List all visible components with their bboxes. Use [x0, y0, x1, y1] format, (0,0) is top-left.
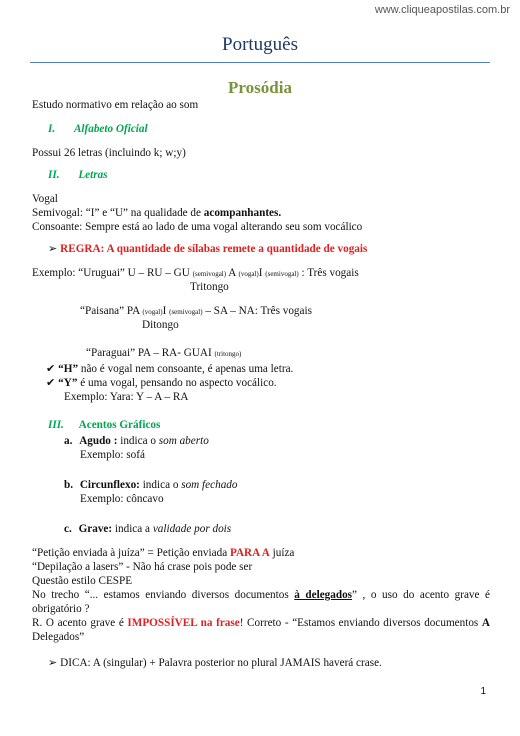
item-a-bold: Agudo :: [79, 435, 118, 447]
checkmark-icon: ✔: [46, 377, 56, 389]
check-y-text: é uma vogal, pensando no aspecto vocálico.: [77, 377, 277, 389]
depilacao-text: “Depilação a lasers” - Não há crase pois pode ser: [32, 561, 253, 573]
site-url: www.cliqueapostilas.com.br: [374, 4, 510, 16]
title-divider: [30, 62, 490, 63]
section-3-number: III.: [48, 419, 64, 431]
item-b-text: indica o: [139, 479, 182, 491]
dica-line: [48, 656, 382, 670]
item-b: [64, 478, 237, 492]
trecho-paragraph: [32, 588, 490, 616]
resp-text-c: Delegados”: [32, 631, 85, 643]
consoante-text: Consoante: Sempre está ao lado de uma vogal alterando seu som vocálico: [32, 221, 363, 233]
item-a-italic: som aberto: [158, 435, 209, 447]
possui-text: Possui 26 letras (incluindo k; w;y): [32, 147, 186, 159]
check-y: [46, 376, 277, 390]
example-yara: Exemplo: Yara: Y – A – RA: [64, 391, 189, 403]
section-1-label: Alfabeto Oficial: [73, 123, 148, 135]
peticao-text-b: juíza: [269, 547, 295, 559]
trecho-underlined: à delegados: [294, 589, 353, 601]
tritongo-label: Tritongo: [190, 281, 229, 293]
item-c-text: indica a: [112, 523, 153, 535]
item-b-bold: Circunflexo:: [79, 479, 140, 491]
regra-text: REGRA: A quantidade de sílabas remete a quantidade de vogais: [60, 243, 368, 255]
ex1-text-b: A: [226, 267, 239, 279]
item-a: [64, 434, 209, 448]
semivogal-bold: acompanhantes.: [203, 207, 282, 219]
intro-text: Estudo normativo em relação ao som: [32, 99, 199, 111]
item-b-letter: b.: [64, 479, 74, 491]
ex1-sub-3: (semivogal): [265, 270, 299, 278]
section-2-number: II.: [48, 169, 60, 181]
ex1-text-a: Exemplo: “Uruguai” U – RU – GU: [32, 267, 193, 279]
peticao-red: PARA A: [229, 547, 270, 559]
ex2-text-c: – SA – NA: Três vogais: [202, 305, 312, 317]
item-b-italic: som fechado: [181, 479, 238, 491]
check-h-bold: “H”: [58, 363, 79, 375]
section-3-heading: [48, 418, 160, 432]
item-a-text: indica o: [117, 435, 159, 447]
ex2-text-b: I: [162, 305, 170, 317]
section-3-label: Acentos Gráficos: [78, 419, 161, 431]
ex1-text-c: I: [258, 267, 266, 279]
ex1-sub-2: (vogal): [238, 270, 259, 278]
page-number: 1: [480, 686, 486, 697]
page-title: Português: [222, 34, 298, 55]
check-h: [46, 362, 293, 376]
ex1-text-d: : Três vogais: [298, 267, 359, 279]
vogal-text: Vogal: [32, 193, 58, 205]
ex3-sub-1: (tritongo): [214, 350, 242, 358]
item-c: [64, 522, 231, 536]
item-b-example: Exemplo: côncavo: [80, 493, 164, 505]
page-subtitle: Prosódia: [228, 78, 292, 97]
peticao-text-a: “Petição enviada à juíza” = Petição enviada: [32, 547, 230, 559]
example-paisana: [80, 304, 312, 319]
ex2-text-a: “Paisana” PA: [80, 305, 143, 317]
regra-line: [48, 242, 367, 256]
arrow-bullet-icon: ➢: [48, 243, 58, 255]
item-a-letter: a.: [64, 435, 73, 447]
example-uruguai: [32, 266, 359, 281]
check-h-text: não é vogal nem consoante, é apenas uma letra.: [78, 363, 294, 375]
trecho-text-b: ” , o uso do acento grave é obrigatório ?: [32, 589, 490, 615]
item-a-example: Exemplo: sofá: [80, 449, 145, 461]
resp-red: IMPOSSÍVEL na frase: [127, 617, 240, 629]
resp-text-a: R. O acento grave é: [32, 617, 128, 629]
item-c-bold: Grave:: [78, 523, 113, 535]
ditongo-label: Ditongo: [142, 319, 179, 331]
dica-text: DICA: A (singular) + Palavra posterior no plural JAMAIS haverá crase.: [60, 657, 382, 669]
semivogal-text: Semivogal: “I” e “U” na qualidade de: [32, 207, 204, 219]
ex2-sub-1: (vogal): [142, 308, 163, 316]
checkmark-icon: ✔: [46, 363, 56, 375]
arrow-bullet-icon: ➢: [48, 657, 58, 669]
section-1-heading: [48, 122, 148, 136]
trecho-text-a: No trecho “... estamos enviando diversos documentos: [32, 589, 295, 601]
section-2-label: Letras: [78, 169, 108, 181]
peticao-line: [32, 546, 294, 560]
ex2-sub-2: (semivogal): [169, 308, 203, 316]
ex1-sub-1: (semivogal): [192, 270, 227, 278]
check-y-bold: “Y”: [58, 377, 78, 389]
semivogal-line: [32, 206, 281, 220]
ex3-text-a: “Paraguai” PA – RA- GUAI: [86, 347, 215, 359]
section-1-number: I.: [48, 123, 56, 135]
resposta-paragraph: [32, 616, 490, 644]
resp-bold: A: [481, 617, 490, 629]
questao-text: Questão estilo CESPE: [32, 575, 133, 587]
example-paraguai: [86, 346, 241, 361]
item-c-letter: c.: [64, 523, 72, 535]
section-2-heading: [48, 168, 108, 182]
item-c-italic: validade por dois: [152, 523, 232, 535]
resp-text-b: ! Correto - “Estamos enviando diversos documentos: [239, 617, 482, 629]
